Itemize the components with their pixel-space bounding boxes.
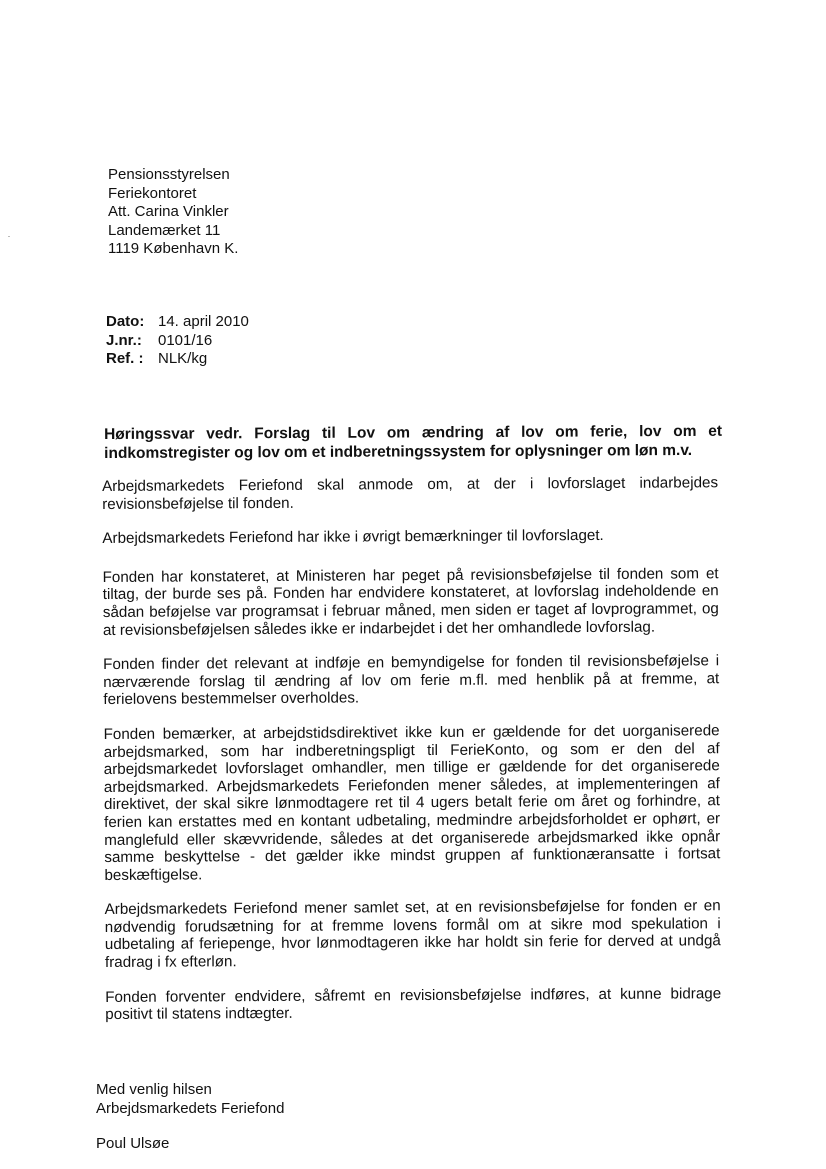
date-label: Dato: <box>106 313 145 330</box>
signer-name-cut-off <box>96 1134 170 1152</box>
body-paragraph: Fonden bemærker, at arbejdstidsdirektivet ikke kun er gældende for det uorganiserede arbejdsmarked, som har indberetningspligt til FerieKonto, og som er den del af arbejdsmarkedet lovforslaget omhandler, men tillige er gældende for det organiserede arbejdsmarked. Arbejdsmarkedets Feriefonden mener således, at implementeringen af direktivet, der skal sikre lønmodtagere ret til 4 ugers betalt ferie om året og forhindre, at ferien kan erstattes med en kontant udbetaling, medmindre arbejdsforholdet er ophørt, er manglefuld eller skævvridende, således at det organiserede arbejdsmarked ikke opnår samme beskyttelse - det gælder ikke mindst gruppen af funktionæransatte i fortsat beskæftigelse. <box>103 722 721 884</box>
jnr-row <box>106 332 249 351</box>
scan-speck <box>8 236 10 237</box>
recipient-line: Pensionsstyrelsen <box>108 166 230 183</box>
letter-subject: Høringssvar vedr. Forslag til Lov om ændring af lov om ferie, lov om et indkomstregister og lov om et indberetningssystem for oplysninger om løn m.v. <box>104 422 723 462</box>
recipient-address <box>108 166 238 259</box>
jnr-label: J.nr.: <box>106 331 142 349</box>
date-row <box>106 313 249 332</box>
closing-organization: Arbejdsmarkedets Feriefond <box>96 1100 285 1117</box>
ref-row <box>106 350 249 369</box>
ref-value: NLK/kg <box>158 350 208 367</box>
letter-meta <box>106 313 249 369</box>
date-value: 14. april 2010 <box>158 313 249 330</box>
recipient-line: Feriekontoret <box>108 184 197 202</box>
recipient-line: Att. Carina Vinkler <box>108 203 229 220</box>
body-paragraph: Fonden finder det relevant at indføje en bemyndigelse for fonden til revisionsbeføjelse i nærværende forslag til ændring af lov om ferie m.fl. med henblik på at fremme, at ferielovens bestemmelser overholdes. <box>103 652 720 709</box>
letter-body <box>102 474 721 1041</box>
body-paragraph: Fonden har konstateret, at Ministeren har peget på revisionsbeføjelse til fonden som et tiltag, der burde ses på. Fonden har endvidere konstateret, at lovforslag indeholdende en sådan beføjelse var programsat i februar måned, men siden er taget af lovprogrammet, og at revisionsbeføjelsen således ikke er indarbejdet i det her omhandlede lovforslag. <box>102 565 719 639</box>
body-paragraph: Arbejdsmarkedets Feriefond mener samlet set, at en revisionsbeføjelse for fonden er en nødvendig forudsætning for at fremme lovens formål om at sikre mod spekulation i udbetaling af feriepenge, hvor lønmodtageren ikke har holdt sin ferie for derved at undgå fradrag i fx efterløn. <box>104 897 721 972</box>
jnr-value: 0101/16 <box>158 331 213 349</box>
recipient-line: Landemærket 11 <box>108 221 221 239</box>
letter-closing <box>96 1080 284 1118</box>
body-paragraph: Arbejdsmarkedets Feriefond skal anmode om, at der i lovforslaget indarbejdes revisionsbeføjelse til fonden. <box>102 474 719 513</box>
closing-greeting: Med venlig hilsen <box>96 1081 212 1098</box>
ref-label: Ref. : <box>106 350 144 367</box>
body-paragraph: Fonden forventer endvidere, såfremt en revisionsbeføjelse indføres, at kunne bidrage positivt til statens indtægter. <box>105 984 722 1024</box>
recipient-line: 1119 København K. <box>108 240 239 257</box>
body-paragraph: Arbejdsmarkedets Feriefond har ikke i øvrigt bemærkninger til lovforslaget. <box>102 527 604 548</box>
signer-name: Poul Ulsøe <box>96 1135 170 1152</box>
